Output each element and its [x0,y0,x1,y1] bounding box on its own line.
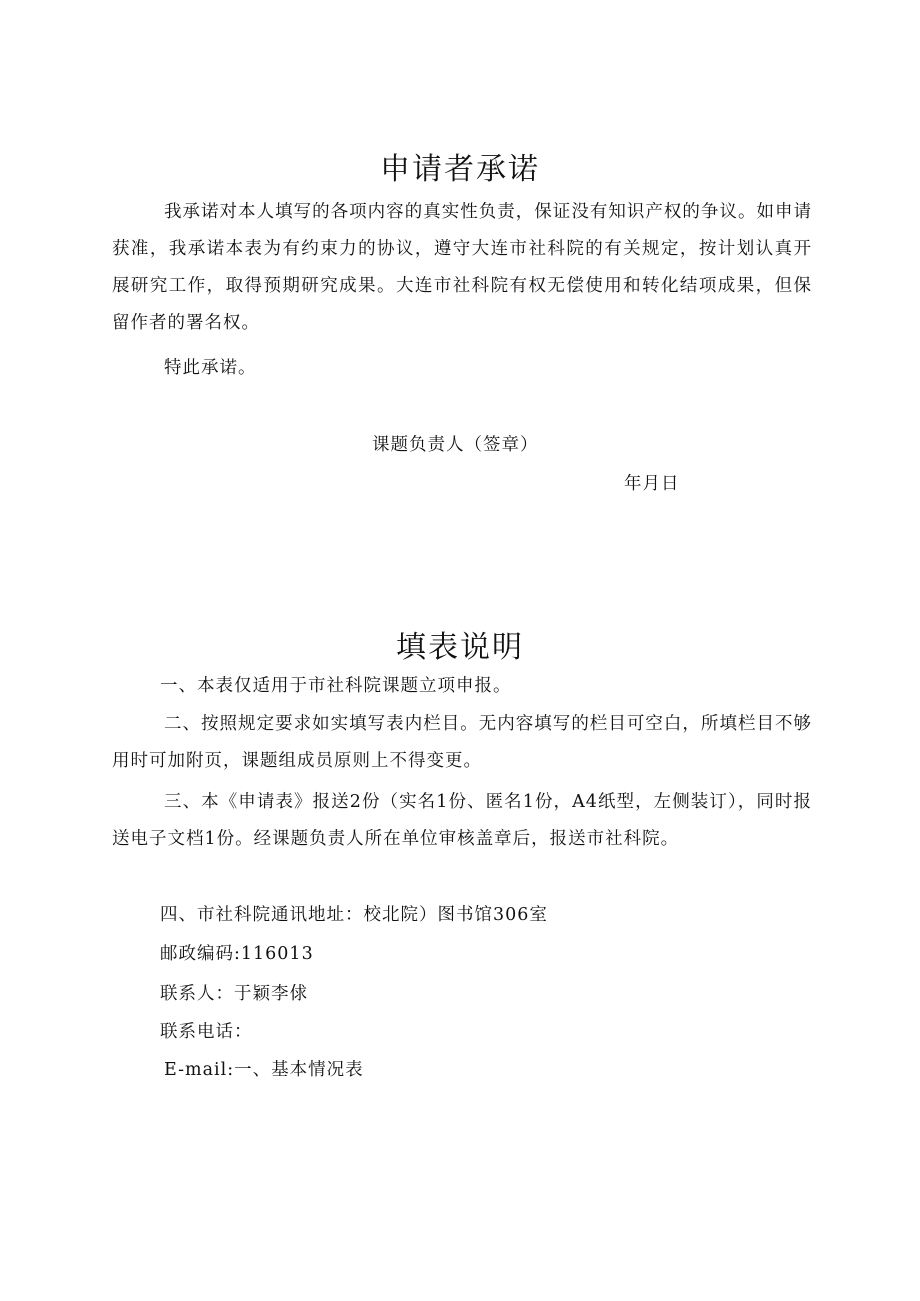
date-label: 年月日 [624,474,680,494]
instruction-item-3: 三、本《申请表》报送2份（实名1份、匿名1份，A4纸型，左侧装订），同时报送电子文档1份。经课题负责人所在单位审核盖章后，报送市社科院。 [112,792,812,849]
contact-phone: 联系电话： [160,1022,253,1042]
postal-code: 邮政编码:116013 [160,944,314,964]
email-line: E-mail:一、基本情况表 [164,1060,364,1080]
pledge-title: 申请者承诺 [380,152,540,188]
pledge-closing: 特此承诺。 [164,358,257,378]
instructions-title: 填表说明 [396,630,524,666]
instruction-item-2: 二、按照规定要求如实填写表内栏目。无内容填写的栏目可空白，所填栏目不够用时可加附页，课题组成员原则上不得变更。 [112,714,812,771]
instruction-item-4: 四、市社科院通讯地址：校北院）图书馆306室 [160,905,548,925]
contact-person: 联系人：于颖李俅 [160,984,308,1004]
instruction-item-1: 一、本表仅适用于市社科院课题立项申报。 [160,676,512,696]
pledge-body: 我承诺对本人填写的各项内容的真实性负责，保证没有知识产权的争议。如申请获准，我承诺本表为有约束力的协议，遵守大连市社科院的有关规定，按计划认真开展研究工作，取得预期研究成果。大连市社科院有权无偿使用和转化结项成果，但保留作者的署名权。 [112,202,812,333]
signature-label: 课题负责人（签章） [372,435,539,455]
